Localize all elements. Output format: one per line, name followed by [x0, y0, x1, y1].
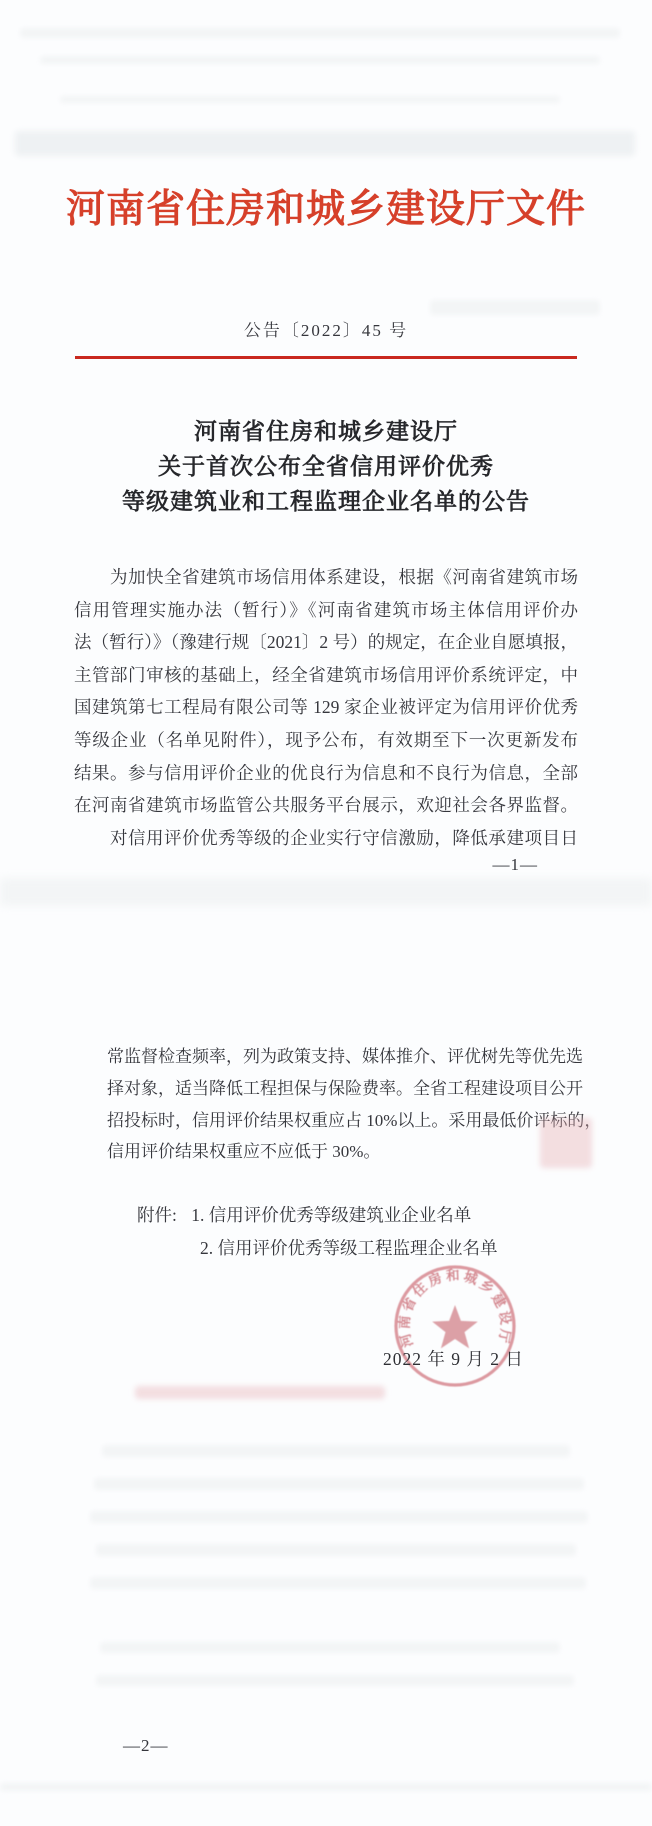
body-line: 择对象，适当降低工程担保与保险费率。全省工程建设项目公开 — [107, 1078, 583, 1098]
body-text-page-1 — [74, 561, 578, 854]
scan-artifact — [100, 1642, 560, 1653]
page-number-1: —1— — [492, 855, 538, 874]
document-date: 2022 年 9 月 2 日 — [383, 1349, 524, 1369]
scan-artifact — [20, 28, 620, 38]
attachment-list — [137, 1199, 498, 1264]
body-line: 结果。参与信用评价企业的优良行为信息和不良行为信息，全部 — [74, 762, 578, 783]
attachment-item: 1. 信用评价优秀等级建筑业企业名单 — [191, 1205, 472, 1225]
seal-star-icon — [432, 1305, 478, 1348]
body-line: 法（暂行）》（豫建行规〔2021〕2 号）的规定，在企业自愿填报， — [74, 632, 578, 653]
letterhead-divider — [75, 356, 577, 359]
scan-artifact — [430, 300, 600, 315]
attachment-label: 附件: — [137, 1205, 177, 1225]
page-number-2: —2— — [123, 1736, 169, 1755]
document-title-line: 关于首次公布全省信用评价优秀 — [158, 454, 494, 479]
scan-artifact — [96, 1675, 574, 1686]
body-line: 信用管理实施办法（暂行）》《河南省建筑市场主体信用评价办 — [74, 599, 578, 620]
attachment-item: 2. 信用评价优秀等级工程监理企业名单 — [200, 1237, 498, 1258]
body-line: 主管部门审核的基础上，经全省建筑市场信用评价系统评定，中 — [74, 664, 578, 685]
body-line: 在河南省建筑市场监管公共服务平台展示，欢迎社会各界监督。 — [74, 795, 578, 816]
scan-artifact — [90, 1577, 586, 1589]
scan-artifact — [94, 1478, 584, 1490]
body-line: 对信用评价优秀等级的企业实行守信激励，降低承建项目日 — [110, 827, 578, 848]
document-title-line: 等级建筑业和工程监理企业名单的公告 — [122, 489, 530, 514]
attachment-row — [137, 1199, 498, 1232]
scan-artifact — [60, 96, 560, 103]
scan-artifact — [15, 131, 635, 156]
scan-artifact — [0, 878, 652, 906]
document-title — [0, 414, 652, 519]
body-line: 等级企业（名单见附件），现予公布，有效期至下一次更新发布 — [74, 729, 578, 750]
agency-letterhead: 河南省住房和城乡建设厅文件 — [65, 188, 586, 231]
scan-artifact — [0, 1783, 652, 1791]
body-line: 招投标时，信用评价结果权重应占 10%以上。采用最低价评标的， — [107, 1110, 602, 1130]
body-text-page-2 — [107, 1041, 602, 1168]
scan-artifact — [40, 56, 600, 64]
document-number: 公告〔2022〕45 号 — [243, 321, 409, 340]
body-line: 国建筑第七工程局有限公司等 129 家企业被评定为信用评价优秀 — [74, 697, 578, 718]
scan-artifact — [90, 1511, 588, 1523]
body-line: 信用评价结果权重应不应低于 30%。 — [107, 1142, 381, 1162]
body-line: 常监督检查频率，列为政策支持、媒体推介、评优树先等优先选 — [107, 1047, 583, 1066]
body-line: 为加快全省建筑市场信用体系建设，根据《河南省建筑市场 — [110, 567, 578, 587]
official-seal — [385, 1256, 525, 1396]
seal-text: 河南省住房和城乡建设厅 — [396, 1267, 514, 1350]
document-title-line: 河南省住房和城乡建设厅 — [194, 419, 458, 444]
scan-artifact — [135, 1386, 385, 1399]
scan-artifact — [102, 1445, 570, 1457]
scan-artifact — [96, 1544, 576, 1556]
